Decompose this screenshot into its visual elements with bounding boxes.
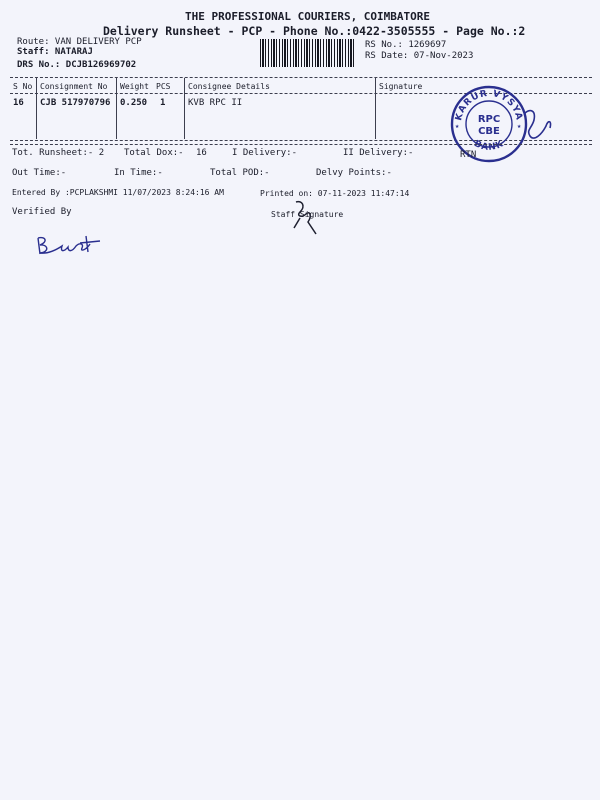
th-weight: Weight: [120, 82, 149, 91]
stamp-signature: [520, 106, 556, 146]
i-delivery: I Delivery:-: [232, 148, 298, 158]
total-pod: Total POD:-: [210, 168, 270, 178]
col-divider: [116, 78, 117, 139]
total-dox-label: Total Dox:-: [124, 148, 184, 158]
rtn-label: RTN: [460, 150, 477, 160]
rs-number: RS No.: 1269697: [365, 40, 447, 50]
tot-runsheet: Tot. Runsheet:- 2: [12, 148, 105, 158]
stamp-line1: RPC: [477, 114, 501, 125]
stamp-top-text: KARUR VYSYA: [454, 88, 524, 122]
company-name: THE PROFESSIONAL COURIERS, COIMBATORE: [185, 10, 431, 23]
totals-rule: [10, 144, 592, 145]
col-divider: [184, 78, 185, 139]
col-divider: [36, 78, 37, 139]
th-consignee: Consignee Details: [188, 82, 270, 91]
staff-text: Staff: NATARAJ: [17, 47, 93, 57]
ii-delivery: II Delivery:-: [343, 148, 414, 158]
svg-text:BANK: [472, 139, 505, 153]
svg-text:★: ★: [517, 122, 522, 130]
rs-date: RS Date: 07-Nov-2023: [365, 51, 474, 61]
stamp-bottom-text: BANK: [472, 138, 506, 154]
stamp-line2: CBE: [478, 126, 500, 137]
runsheet-title: Delivery Runsheet - PCP - Phone No.:0422-3505555 - Page No.:2: [103, 24, 526, 38]
drs-value: DCJB126969702: [65, 60, 137, 70]
delvy-points: Delvy Points:-: [316, 168, 392, 178]
staff-signature-mark: [288, 198, 322, 238]
drs-label: DRS No.:: [17, 60, 61, 70]
route-text: Route: VAN DELIVERY PCP: [17, 37, 142, 47]
entered-by: Entered By :PCPLAKSHMI 11/07/2023 8:24:16 AM: [12, 188, 224, 197]
out-time: Out Time:-: [12, 168, 67, 178]
th-consignment: Consignment No: [40, 82, 108, 91]
svg-text:★: ★: [455, 122, 460, 130]
th-signature: Signature: [379, 82, 423, 91]
th-sno: S No: [13, 82, 33, 91]
verified-by: Verified By: [12, 207, 72, 217]
printed-on: Printed on: 07-11-2023 11:47:14: [260, 189, 410, 198]
th-pcs: PCS: [156, 82, 171, 91]
cell-consignee: KVB RPC II: [188, 98, 243, 108]
staff-signature-label: Staff Signature: [271, 210, 344, 219]
col-divider: [375, 78, 376, 139]
total-dox-value: 16: [196, 148, 207, 158]
barcode: [260, 39, 356, 67]
cell-weight: 0.250: [120, 98, 148, 108]
drs-number: [17, 60, 136, 70]
table-top-rule: [10, 77, 592, 78]
cell-pcs: 1: [160, 98, 166, 108]
cell-sno: 16: [13, 98, 24, 108]
verifier-signature: [34, 232, 106, 258]
cell-consignment: CJB 517970796: [40, 98, 111, 108]
in-time: In Time:-: [114, 168, 163, 178]
